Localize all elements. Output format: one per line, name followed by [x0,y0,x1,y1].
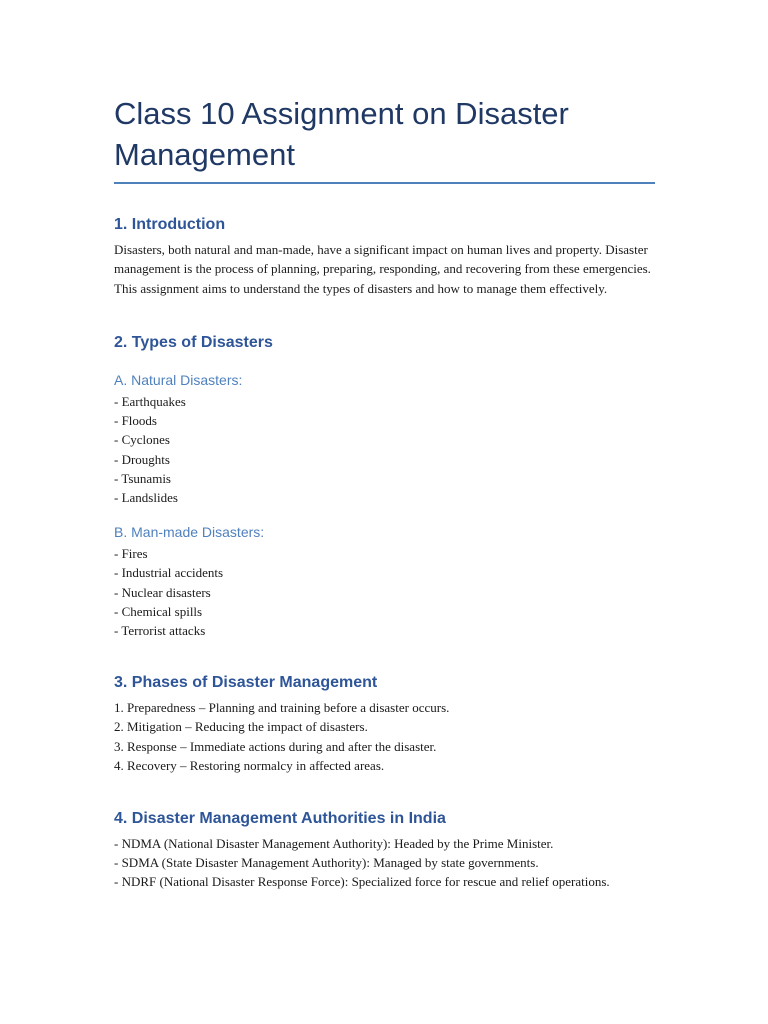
list-item: - Chemical spills [114,603,203,619]
manmade-disasters-list [114,544,659,640]
list-item: - Landslides [114,489,178,505]
subheading-natural-disasters: A. Natural Disasters: [114,371,243,388]
heading-phases: 3. Phases of Disaster Management [114,674,378,692]
list-item: - Droughts [114,451,170,467]
title-underline [114,182,655,184]
heading-authorities: 4. Disaster Management Authorities in India [114,809,446,827]
list-item: 4. Recovery – Restoring normalcy in affected areas. [114,757,385,773]
phases-list [114,698,659,775]
list-item: - SDMA (State Disaster Management Authority): Managed by state governments. [114,855,539,871]
heading-introduction: 1. Introduction [114,216,226,233]
list-item: - Terrorist attacks [114,622,206,638]
list-item: 2. Mitigation – Reducing the impact of disasters. [114,719,368,735]
list-item: - Tsunamis [114,470,171,486]
authorities-list [114,834,659,892]
list-item: - Fires [114,546,148,562]
heading-types-of-disasters: 2. Types of Disasters [114,333,273,351]
list-item: 1. Preparedness – Planning and training before a disaster occurs. [114,700,450,716]
list-item: 3. Response – Immediate actions during and after the disaster. [114,738,437,754]
document-page [114,93,659,892]
introduction-paragraph: Disasters, both natural and man-made, have a significant impact on human lives and property. Disaster management is the process of planning, preparing, responding, and recovering from these emergencies. This assignment aims to understand the types of disasters and how to manage them effectively. [114,242,651,296]
list-item: - NDMA (National Disaster Management Authority): Headed by the Prime Minister. [114,835,554,851]
document-title: Class 10 Assignment on Disaster Management [114,96,569,172]
list-item: - Industrial accidents [114,565,224,581]
list-item: - Nuclear disasters [114,584,211,600]
list-item: - Earthquakes [114,393,186,409]
natural-disasters-list [114,392,659,507]
subheading-manmade-disasters: B. Man-made Disasters: [114,524,265,541]
list-item: - Cyclones [114,432,170,448]
list-item: - NDRF (National Disaster Response Force): Specialized force for rescue and relief operations. [114,874,610,890]
list-item: - Floods [114,413,157,429]
